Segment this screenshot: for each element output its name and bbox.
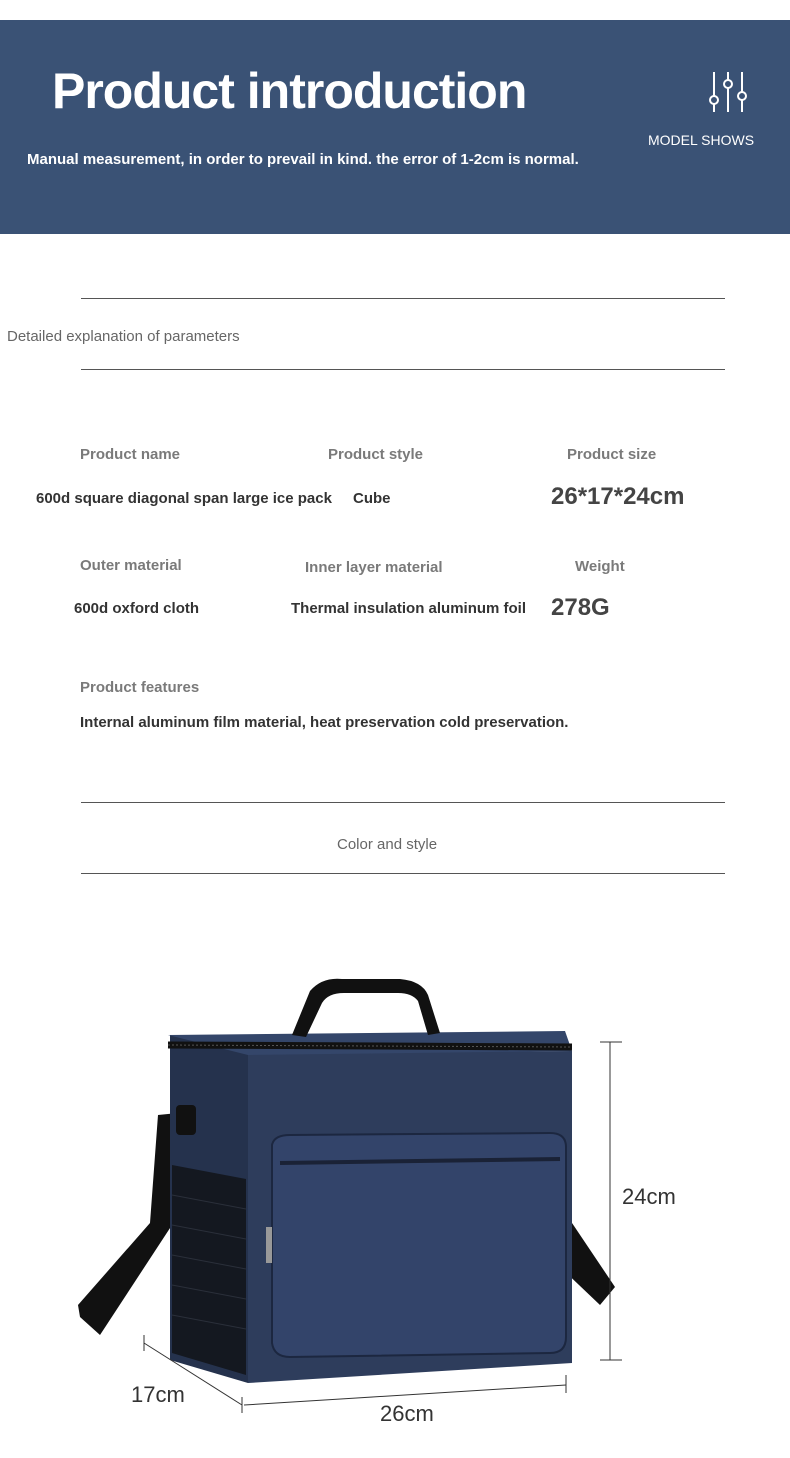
weight-label: Weight [575,558,625,575]
product-features-label: Product features [80,679,200,696]
model-shows-label: MODEL SHOWS [648,132,755,148]
color-style-heading: Color and style [337,836,438,853]
sliders-icon [708,70,748,114]
height-dimension: 24cm [622,1184,676,1209]
outer-material-value: 600d oxford cloth [74,600,200,617]
divider [81,873,725,874]
inner-material-value: Thermal insulation aluminum foil [291,600,527,617]
inner-material-label: Inner layer material [305,559,443,576]
product-features-value: Internal aluminum film material, heat preservation cold preservation. [80,714,569,731]
product-size-label: Product size [567,446,657,463]
product-name-label: Product name [80,446,181,463]
parameters-heading: Detailed explanation of parameters [7,328,240,345]
product-style-label: Product style [328,446,424,463]
product-name-value: 600d square diagonal span large ice pack [36,490,332,507]
product-size-value: 26*17*24cm [551,483,685,510]
cooler-bag-image [60,965,660,1425]
divider [81,298,725,299]
product-style-value: Cube [353,490,391,507]
header-banner [0,20,790,234]
weight-value: 278G [551,594,610,621]
divider [81,802,725,803]
outer-material-label: Outer material [80,557,182,574]
width-dimension: 26cm [380,1401,434,1426]
depth-dimension: 17cm [131,1382,185,1407]
measurement-note: Manual measurement, in order to prevail in kind. the error of 1-2cm is normal. [27,151,579,168]
page-title: Product introduction [52,63,527,119]
divider [81,369,725,370]
